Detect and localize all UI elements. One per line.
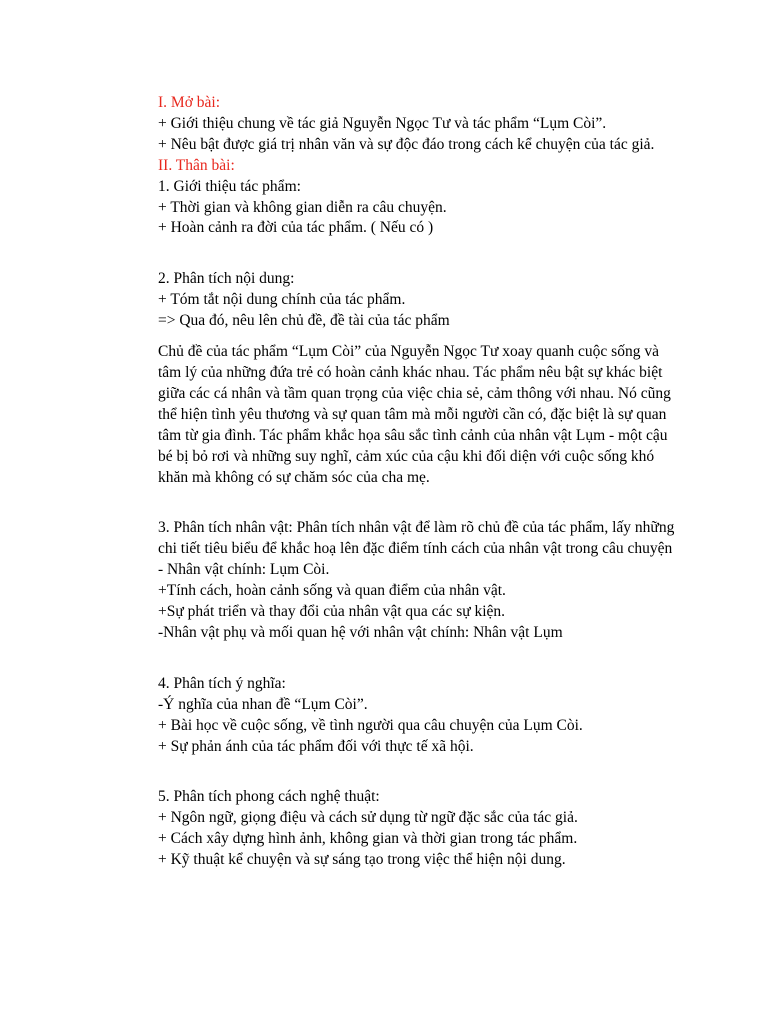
intro-line-2: + Nêu bật được giá trị nhân văn và sự độc đáo trong cách kể chuyện của tác giả. (158, 135, 655, 153)
section-5-title: 5. Phân tích phong cách nghệ thuật: (158, 788, 380, 806)
section-4-title: 4. Phân tích ý nghĩa: (158, 674, 286, 692)
section-2-title: 2. Phân tích nội dung: (158, 270, 295, 288)
section-2-line-1: + Tóm tắt nội dung chính của tác phẩm. (158, 291, 406, 309)
section-1-line-1: + Thời gian và không gian diễn ra câu chuyện. (158, 198, 447, 216)
section-5-line-1: + Ngôn ngữ, giọng điệu và cách sử dụng từ ngữ đặc sắc của tác giả. (158, 809, 578, 827)
body-heading: II. Thân bài: (158, 156, 235, 174)
section-3-line-1: - Nhân vật chính: Lụm Còi. (158, 561, 330, 579)
section-5-line-3: + Kỹ thuật kể chuyện và sự sáng tạo trong việc thể hiện nội dung. (158, 851, 566, 869)
section-3-line-3: +Sự phát triển và thay đổi của nhân vật qua các sự kiện. (158, 603, 506, 621)
spacer (158, 644, 678, 674)
spacer (158, 239, 678, 269)
section-4-line-1: -Ý nghĩa của nhan đề “Lụm Còi”. (158, 695, 368, 713)
intro-line-1: + Giới thiệu chung về tác giả Nguyễn Ngọc Tư và tác phẩm “Lụm Còi”. (158, 114, 607, 132)
section-3-line-4: -Nhân vật phụ và mối quan hệ với nhân vật chính: Nhân vật Lụm (158, 623, 563, 641)
theme-paragraph: Chủ đề của tác phẩm “Lụm Còi” của Nguyễn Ngọc Tư xoay quanh cuộc sống và tâm lý của những đứa trẻ có hoàn cảnh khác nhau. Tác phẩm nêu bật sự khác biệt giữa các cá nhân và tầm quan trọng của việc chia sẻ, cảm thông với nhau. Nó cũng thể hiện tình yêu thương và sự quan tâm mà mỗi người cần có, đặc biệt là sự quan tâm từ gia đình. Tác phẩm khắc họa sâu sắc tình cảnh của nhân vật Lụm - một cậu bé bị bỏ rơi và những suy nghĩ, cảm xúc của cậu khi đối diện với cuộc sống khó khăn mà không có sự chăm sóc của cha mẹ. (158, 343, 671, 486)
section-5-line-2: + Cách xây dựng hình ảnh, không gian và thời gian trong tác phẩm. (158, 830, 578, 848)
section-4-line-3: + Sự phản ánh của tác phẩm đối với thực tế xã hội. (158, 737, 474, 755)
section-3-line-2: +Tính cách, hoàn cảnh sống và quan điểm của nhân vật. (158, 582, 506, 600)
section-4-line-2: + Bài học về cuộc sống, về tình người qua câu chuyện của Lụm Còi. (158, 716, 583, 734)
section-2-line-2: => Qua đó, nêu lên chủ đề, đề tài của tác phẩm (158, 312, 450, 330)
spacer (158, 757, 678, 787)
document-page (158, 93, 678, 871)
section-1-title: 1. Giới thiệu tác phẩm: (158, 177, 301, 195)
section-3-title: 3. Phân tích nhân vật: Phân tích nhân vật để làm rõ chủ đề của tác phẩm, lấy những chi tiết tiêu biểu để khắc hoạ lên đặc điểm tính cách của nhân vật trong câu chuyện (158, 519, 675, 558)
spacer (158, 488, 678, 518)
spacer (158, 332, 678, 342)
section-1-line-2: + Hoàn cảnh ra đời của tác phẩm. ( Nếu có ) (158, 219, 434, 237)
intro-heading: I. Mở bài: (158, 94, 221, 111)
